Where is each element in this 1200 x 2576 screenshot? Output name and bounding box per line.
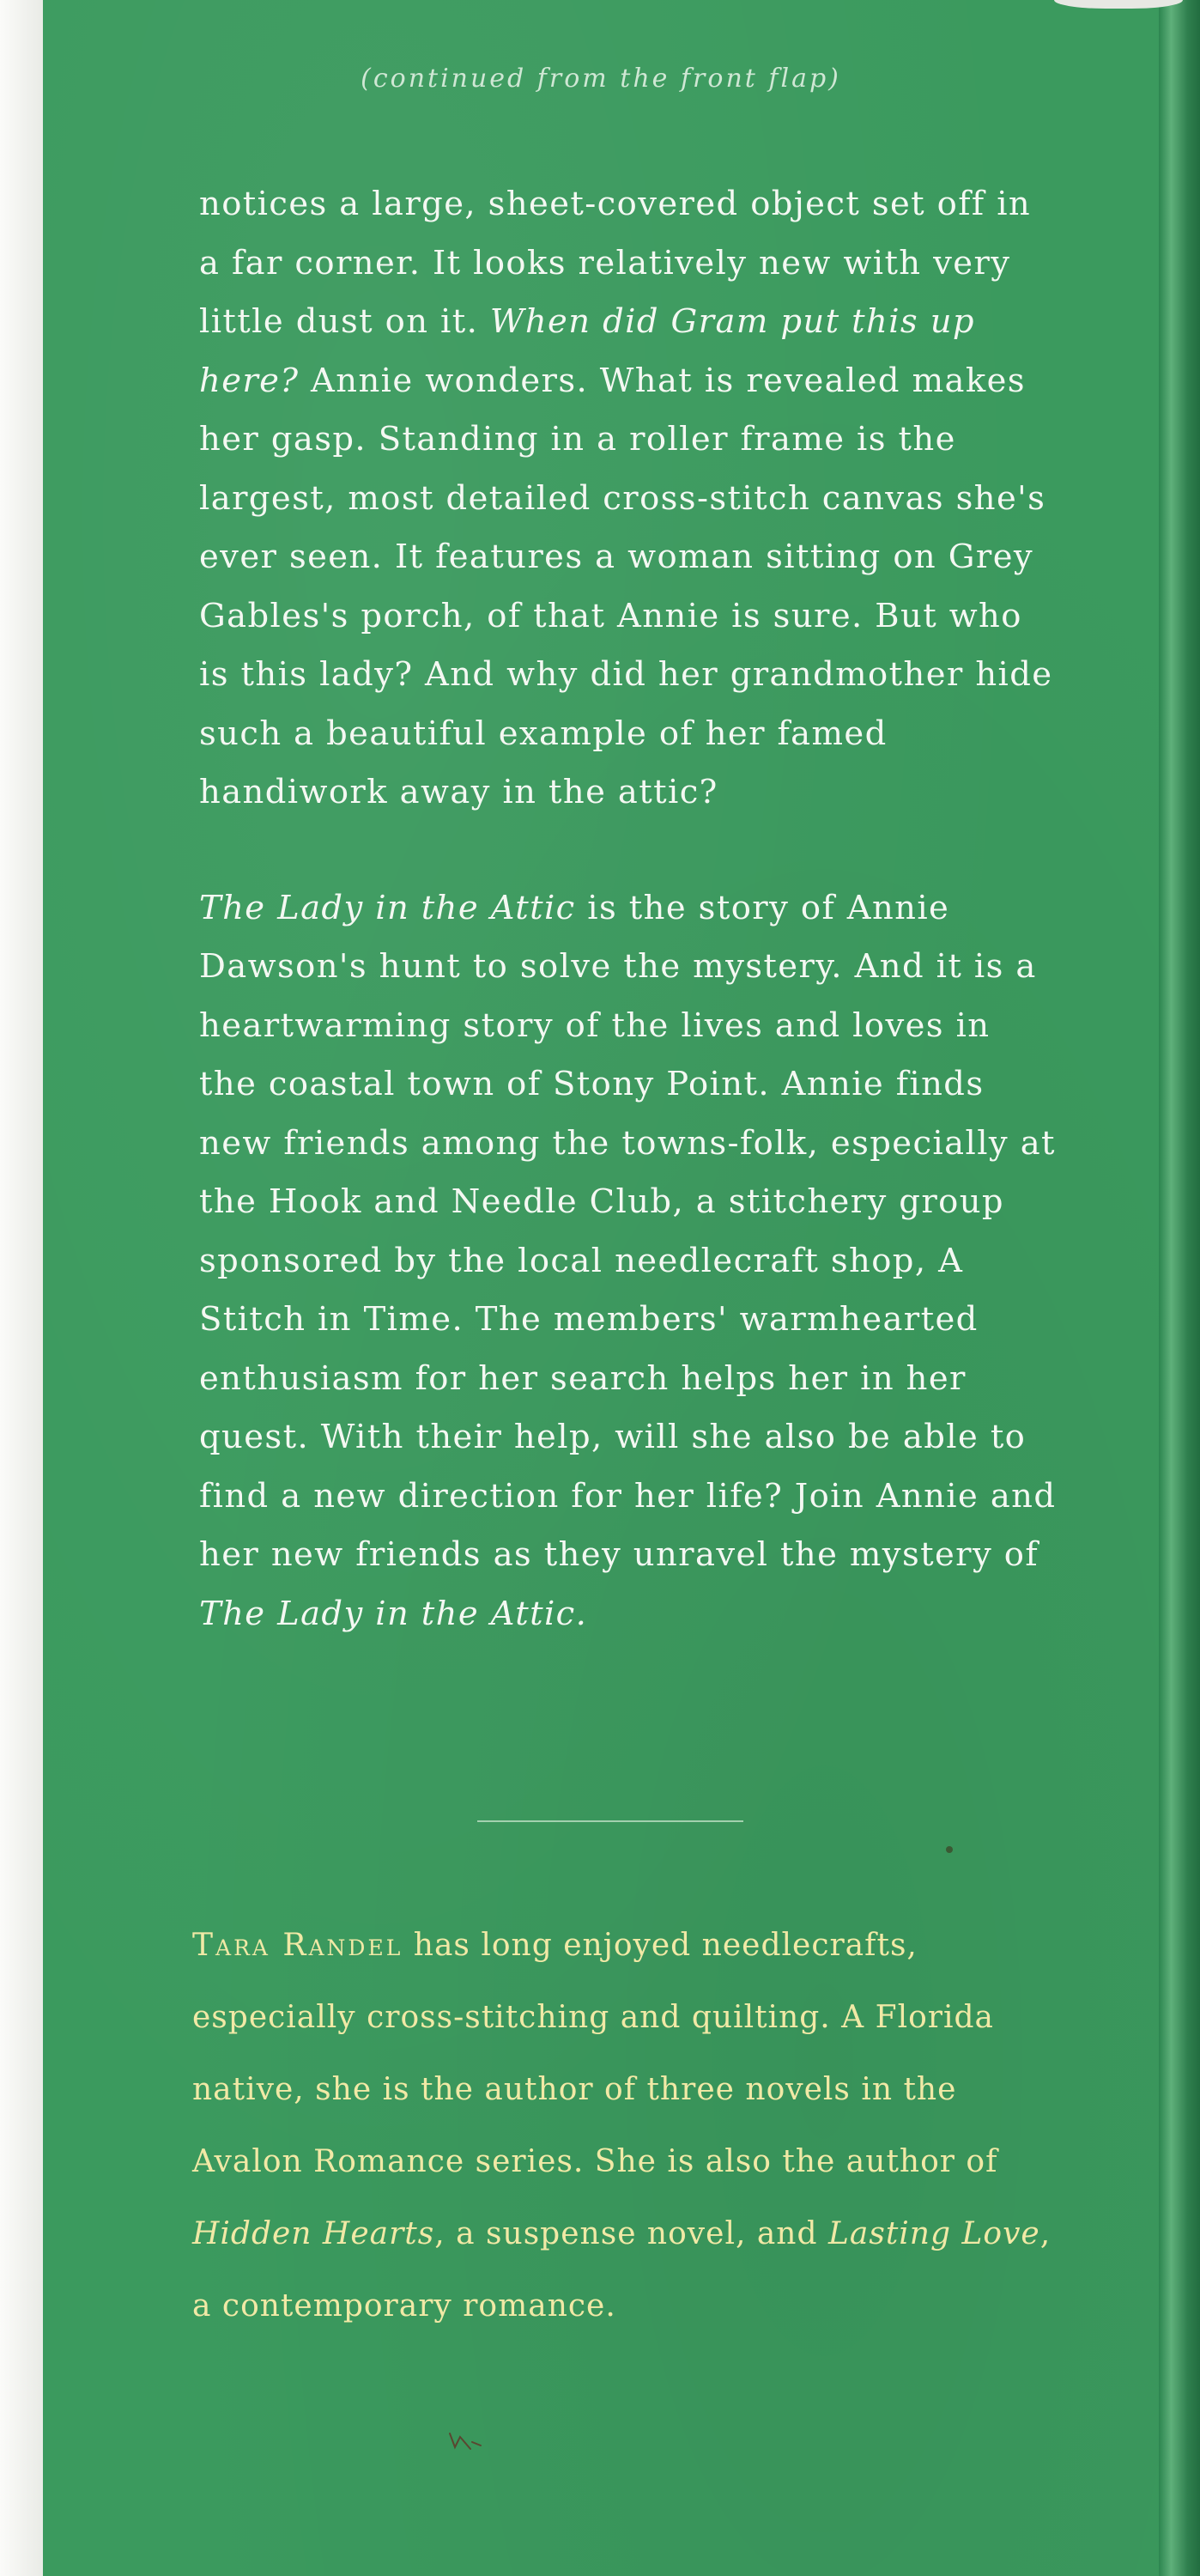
synopsis-body [199, 175, 1058, 1643]
page-margin [0, 0, 43, 2576]
text-run-italic: Lasting Love [827, 2216, 1040, 2251]
text-run-italic: The Lady in the Attic. [199, 1594, 588, 1633]
author-name: Tara Randel [192, 1928, 403, 1963]
text-run: has long enjoyed needlecrafts, especially cross-stitching and quilting. A Florida native, she is the author of three novels in the Avalon Romance series. She is also the author of [192, 1928, 998, 2179]
text-run: Annie wonders. What is revealed makes her gasp. Standing in a roller frame is the largest, most detailed cross-stitch canvas she's ever seen. It features a woman sitting on Grey Gables's porch, of that Annie is sure. But who is this lady? And why did her grandmother hide such a beautiful example of her famed handiwork away in the attic? [199, 361, 1053, 811]
jacket-spine-edge [1159, 0, 1200, 2576]
section-divider [477, 1820, 743, 1822]
text-run: , a suspense novel, and [434, 2216, 828, 2251]
author-bio-paragraph [192, 1910, 1059, 2342]
synopsis-paragraph-2 [199, 879, 1058, 1644]
text-run-italic: The Lady in the Attic [199, 888, 576, 927]
text-run-italic: When did Gram put this up here? [199, 302, 975, 400]
text-run-italic: Hidden Hearts [192, 2216, 435, 2251]
ink-mark [446, 2430, 489, 2452]
text-run: is the story of Annie Dawson's hunt to solve the mystery. And it is a heartwarming story of the lives and loves in the coastal town of Stony Point. Annie finds new friends among the towns-folk, especially at the Hook and Needle Club, a stitchery group sponsored by the local needlecraft shop, A Stitch in Time. The members' warmhearted enthusiasm for her search helps her in her quest. With their help, will she also be able to find a new direction for her life? Join Annie and her new friends as they unravel the mystery of [199, 888, 1057, 1574]
text-run: notices a large, sheet-covered object set off in a far corner. It looks relatively new with very little dust on it. [199, 185, 1032, 341]
author-bio [192, 1910, 1059, 2342]
paper-speck [946, 1846, 953, 1853]
synopsis-paragraph-1 [199, 175, 1058, 823]
continued-header: (continued from the front flap) [361, 64, 841, 94]
text-run: , a contemporary romance. [192, 2216, 1052, 2324]
